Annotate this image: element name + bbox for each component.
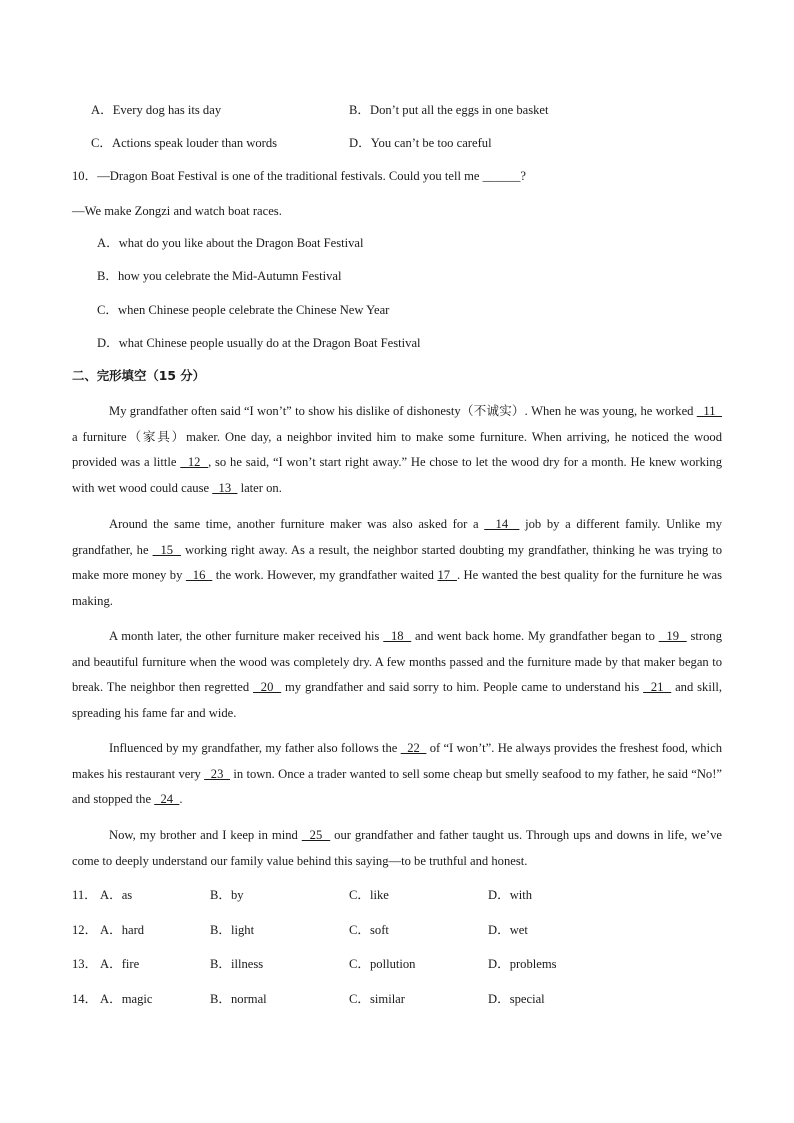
answer-option-d: D．special [488,992,545,1006]
blank-17: 17 [437,568,457,582]
answer-option-a: A．as [100,888,133,902]
blank-25: 25 [301,828,331,842]
answer-number: 13． [72,957,98,971]
answer-option-a: A．fire [100,957,140,971]
answer-number: 14． [72,992,98,1006]
answer-option-c: C．like [349,888,389,902]
section-heading: 二、完形填空（15 分） [72,368,206,383]
blank-16: 16 [185,568,213,582]
answer-option-b: B．by [210,888,244,902]
passage-paragraph-1: My grandfather often said “I won’t” to show his dislike of dishonesty（不诚实）. When he was young, he worked 11 a furniture（家具）maker. One day, a neighbor invited him to make some furniture. When arriving, he noticed the wood provided was a little 12 , so he said, “I won’t start right away.” He chose to let the wood dry for a month. He knew working with wet wood could cause 13 later on. [72,404,722,495]
answer-option-d: D．wet [488,923,528,937]
passage-paragraph-3: A month later, the other furniture maker received his 18 and went back home. My grandfather began to 19 strong and beautiful furniture when the wood was completely dry. A few months passed and the furniture made by that maker began to break. The neighbor then regretted 20 my grandfather and said sorry to him. People came to understand his 21 and skill, spreading his fame far and wide. [72,629,722,720]
q10-option-b: B．how you celebrate the Mid-Autumn Festival [97,269,342,283]
blank-23: 23 [204,766,231,781]
passage-paragraph-5: Now, my brother and I keep in mind 25 our grandfather and father taught us. Through ups and downs in life, we’ve come to deeply understand our family value behind this saying—to be truthful and honest. [72,828,723,868]
blank-18: 18 [383,629,412,643]
answer-option-d: D．problems [488,957,557,971]
answer-option-c: C．similar [349,992,405,1006]
blank-20: 20 [253,680,282,694]
q10-reply: —We make Zongzi and watch boat races. [72,204,282,218]
blank-24: 24 [154,792,180,806]
blank-21: 21 [643,680,672,694]
q10-question: 10．—Dragon Boat Festival is one of the traditional festivals. Could you tell me ______? [72,169,527,183]
answer-option-b: B．illness [210,957,264,971]
answer-number: 12． [72,923,98,937]
blank-15: 15 [152,542,182,557]
passage-paragraph-4: Influenced by my grandfather, my father also follows the 22 of “I won’t”. He always provides the freshest food, which makes his restaurant very 23 in town. Once a trader wanted to sell some cheap but smelly seafood to my father, he said “No!” and stopped the 24 . [72,741,723,806]
q10-option-a: A．what do you like about the Dragon Boat Festival [97,236,364,250]
q9-option-c: C．Actions speak louder than words [91,136,278,150]
blank-13: 13 [212,480,238,495]
q9-options-row-2 [91,135,492,151]
blank-22: 22 [400,741,427,755]
q9-option-d: D．You can’t be too careful [349,136,492,150]
answer-option-b: B．normal [210,992,267,1006]
blank-14: 14 [484,517,520,531]
answer-option-a: A．magic [100,992,153,1006]
q9-option-a: A．Every dog has its day [91,103,222,117]
blank-11: 11 [696,404,722,418]
answer-number: 11． [72,888,97,902]
q9-option-b: B．Don’t put all the eggs in one basket [349,103,549,117]
q10-option-d: D．what Chinese people usually do at the Dragon Boat Festival [97,336,421,350]
answer-option-c: C．pollution [349,957,416,971]
blank-19: 19 [658,629,687,643]
q10-option-c: C．when Chinese people celebrate the Chinese New Year [97,303,390,317]
answer-option-a: A．hard [100,923,145,937]
blank-12: 12 [180,455,209,469]
answer-option-c: C．soft [349,923,389,937]
answer-option-b: B．light [210,923,255,937]
answer-option-d: D．with [488,888,533,902]
passage-paragraph-2: Around the same time, another furniture maker was also asked for a 14 job by a different family. Unlike my grandfather, he 15 working right away. As a result, the neighbor started doubting my grandfather, thinking he was trying to make more money by 16 the work. However, my grandfather waited 17 . He wanted the best quality for the furniture he was making. [72,517,723,608]
q9-options-row-1 [91,102,549,118]
